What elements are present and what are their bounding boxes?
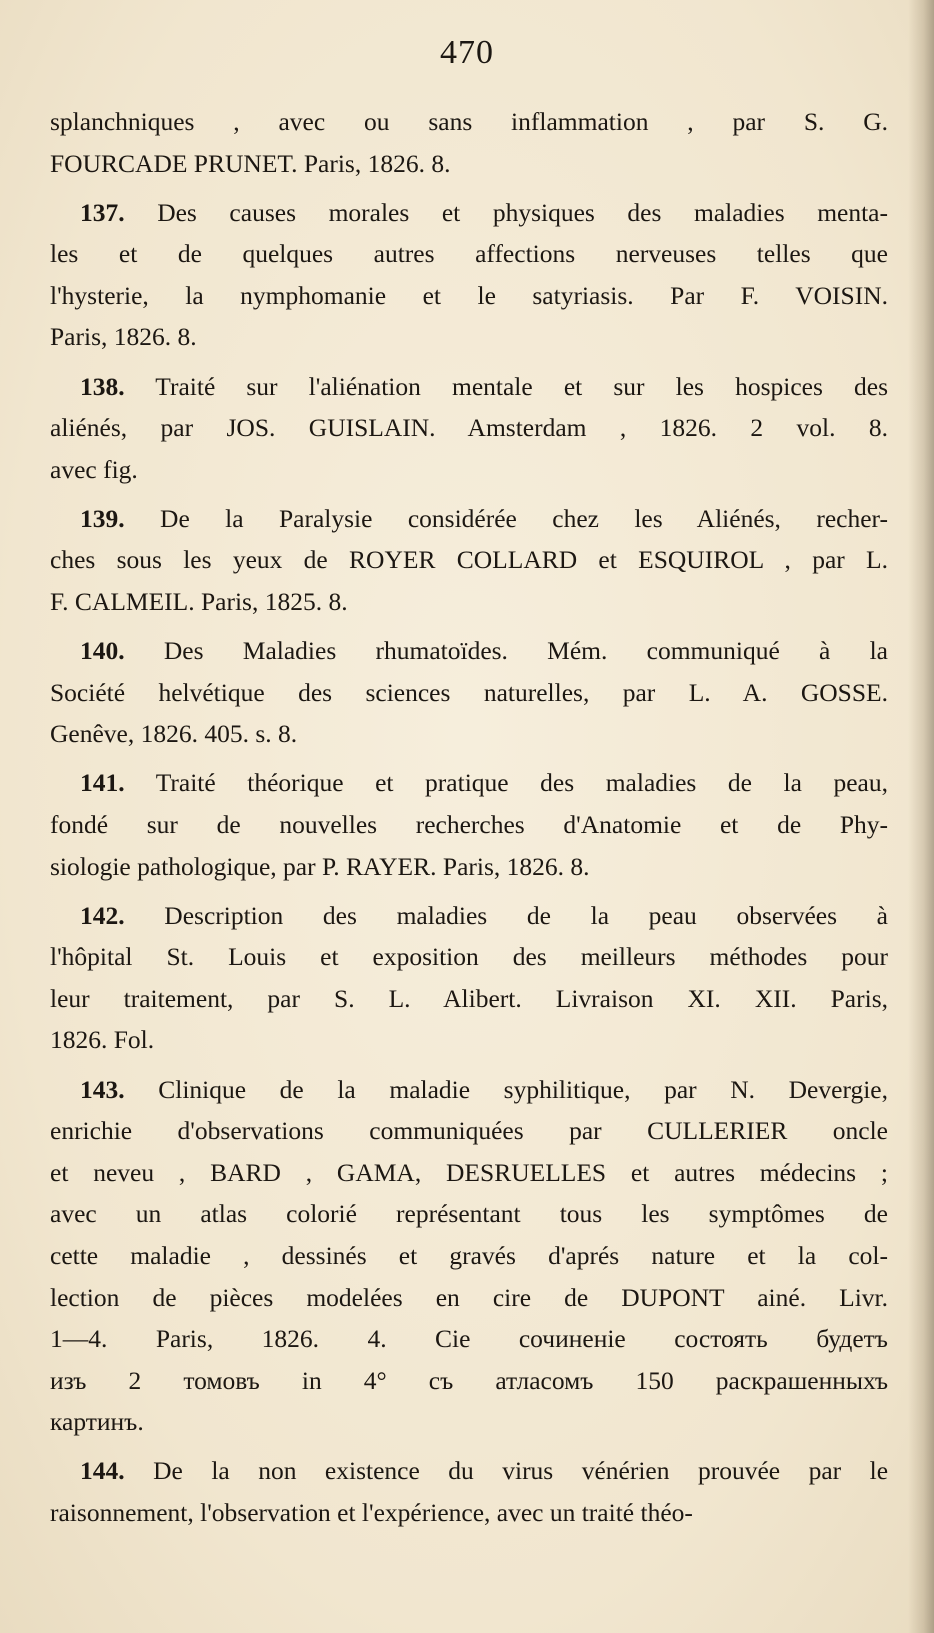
bibliography-entry [50,1069,888,1443]
text-line [50,1069,888,1111]
text-line [50,539,888,581]
text-line [50,1277,888,1319]
line-text: Paris, 1826. 8. [50,322,197,352]
text-line [50,449,888,491]
line-text: Société helvétique des sciences naturelles, par L. A. GOSSE. [50,677,888,707]
line-text: et neveu , BARD , GAMA, DESRUELLES et autres médecins ; [50,1157,888,1187]
page-edge-shadow [908,0,934,1633]
text-line [50,1360,888,1402]
text-line [50,316,888,358]
entry-number: 138. [80,371,125,401]
line-text: avec un atlas colorié représentant tous les symptômes de [50,1199,888,1229]
text-line [50,1019,888,1061]
line-text: fondé sur de nouvelles recherches d'Anatomie et de Phy- [50,810,888,839]
line-text: lection de pièces modelées en cire de DUPONT ainé. Livr. [50,1282,888,1312]
line-text: FOURCADE PRUNET. Paris, 1826. 8. [50,148,451,178]
text-line [50,895,888,937]
page-text [50,101,888,1541]
text-line [50,407,888,449]
entry-number: 143. [80,1074,125,1104]
text-line [50,192,888,234]
line-text: enrichie d'observations communiquées par CULLERIER oncle [50,1116,888,1146]
line-text: cette maladie , dessinés et gravés d'aprés nature et la col- [50,1240,888,1270]
text-line [50,672,888,714]
line-text: De la Paralysie considérée chez les Aliénés, recher- [160,503,888,533]
line-text: l'hôpital St. Louis et exposition des meilleurs méthodes pour [50,942,888,972]
text-line [50,233,888,275]
text-line [50,804,888,846]
line-text: l'hysterie, la nymphomanie et le satyriasis. Par F. VOISIN. [50,280,888,310]
bibliography-entry [50,895,888,1061]
text-line [50,713,888,755]
line-text: Traité théorique et pratique des maladies de la peau, [155,768,888,798]
line-text: Des causes morales et physiques des maladies menta- [157,197,888,227]
text-line [50,101,888,143]
entry-number: 137. [80,197,125,227]
line-text: Des Maladies rhumatoïdes. Mém. communiqué à la [163,636,888,666]
text-line [50,1193,888,1235]
line-text: Genêve, 1826. 405. s. 8. [50,719,298,749]
line-text: Description des maladies de la peau observées à [164,900,888,930]
line-text: siologie pathologique, par P. RAYER. Paris, 1826. 8. [50,851,590,881]
line-text: aliénés, par JOS. GUISLAIN. Amsterdam , 1826. 2 vol. 8. [50,413,888,443]
text-line [50,978,888,1020]
bibliography-entry [50,762,888,887]
line-text: avec fig. [50,454,138,484]
bibliography-entry [50,498,888,623]
text-line [50,1152,888,1194]
line-text: splanchniques , avec ou sans inflammation , par S. G. [50,107,888,136]
text-line [50,1110,888,1152]
page-number: 470 [440,34,494,71]
line-text: les et de quelques autres affections nerveuses telles que [50,239,888,269]
continued-entry [50,101,888,184]
bibliography-entry [50,192,888,358]
entry-number: 139. [80,503,125,533]
text-line [50,581,888,623]
text-line [50,275,888,317]
bibliography-entry [50,630,888,755]
line-text: De la non existence du virus vénérien prouvée par le [153,1456,888,1486]
line-text: ches sous les yeux de ROYER COLLARD et ESQUIROL , par L. [50,545,888,575]
text-line [50,1235,888,1277]
text-line [50,630,888,672]
text-line [50,143,888,185]
text-line [50,498,888,540]
entry-number: 140. [80,636,125,666]
entry-number: 142. [80,900,125,930]
text-line [50,366,888,408]
text-line [50,1318,888,1360]
line-text: Clinique de la maladie syphilitique, par N. Devergie, [158,1074,888,1104]
entry-number: 141. [80,768,125,798]
text-line [50,846,888,888]
text-line [50,1492,888,1534]
line-text: raisonnement, l'observation et l'expérience, avec un traité théo- [50,1498,693,1527]
text-line [50,762,888,804]
text-line [50,1401,888,1443]
bibliography-entry [50,366,888,491]
entry-number: 144. [80,1456,125,1486]
line-text: 1826. Fol. [50,1025,155,1055]
bibliography-entry [50,1450,888,1533]
line-text: Traité sur l'aliénation mentale et sur les hospices des [155,371,888,401]
text-line [50,1450,888,1492]
line-text: F. CALMEIL. Paris, 1825. 8. [50,587,348,617]
line-text: leur traitement, par S. L. Alibert. Livraison XI. XII. Paris, [50,983,888,1013]
line-text: 1—4. Paris, 1826. 4. Сie сочиненie состоять будетъ [50,1324,888,1354]
line-text: изъ 2 томовъ in 4° съ атласомъ 150 раскрашенныхъ [50,1365,888,1395]
text-line [50,936,888,978]
line-text: картинъ. [50,1407,144,1437]
